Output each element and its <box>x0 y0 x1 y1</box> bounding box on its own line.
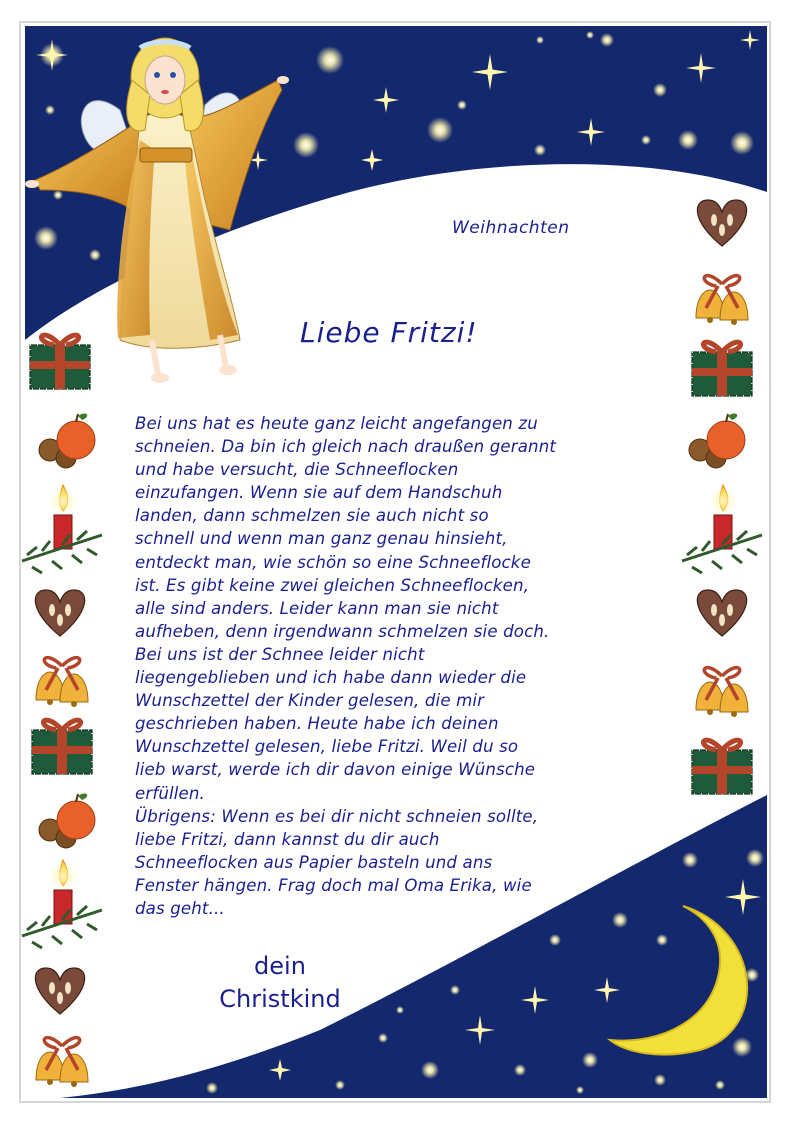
body-line: liegengeblieben und ich habe dann wieder die <box>135 668 527 688</box>
body-line: liebe Fritzi, dann kannst du dir auch <box>135 829 440 849</box>
letter-date: Weihnachten <box>452 218 570 238</box>
body-line: Schneeflocken aus Papier basteln und ans <box>135 852 493 872</box>
body-line: Wunschzettel gelesen, liebe Fritzi. Weil du so <box>135 737 519 757</box>
body-line: entdeckt man, wie schön so eine Schneeflocke <box>135 552 531 572</box>
body-line: geschrieben haben. Heute habe ich deinen <box>135 714 499 734</box>
body-line: Bei uns ist der Schnee leider nicht <box>135 644 425 664</box>
closing-line: dein <box>254 952 306 980</box>
body-line: Wunschzettel der Kinder gelesen, die mir <box>135 691 485 711</box>
body-line: Fenster hängen. Frag doch mal Oma Erika, wie <box>135 875 532 895</box>
body-line: Übrigens: Wenn es bei dir nicht schneien sollte, <box>135 806 539 826</box>
body-line: alle sind anders. Leider kann man sie nicht <box>135 598 499 618</box>
body-line: lieb warst, werde ich dir davon einige Wünsche <box>135 760 536 780</box>
body-line: landen, dann schmelzen sie auch nicht so <box>135 506 489 526</box>
body-line: schneien. Da bin ich gleich nach draußen gerannt <box>135 437 557 457</box>
letter-closing <box>180 950 380 1016</box>
body-line: einzufangen. Wenn sie auf dem Handschuh <box>135 483 503 503</box>
body-line: Bei uns hat es heute ganz leicht angefangen zu <box>135 414 538 433</box>
body-line: erfüllen. <box>135 783 205 803</box>
letter-body <box>135 412 655 920</box>
letter-salutation: Liebe Fritzi! <box>300 316 478 349</box>
body-line: das geht... <box>135 898 225 918</box>
signature: Christkind <box>219 985 341 1013</box>
body-line: aufheben, denn irgendwann schmelzen sie doch. <box>135 621 550 641</box>
body-line: ist. Es gibt keine zwei gleichen Schneeflocken, <box>135 575 530 595</box>
body-line: schnell und wenn man ganz genau hinsieht, <box>135 529 508 549</box>
body-line: und habe versucht, die Schneeflocken <box>135 460 459 480</box>
